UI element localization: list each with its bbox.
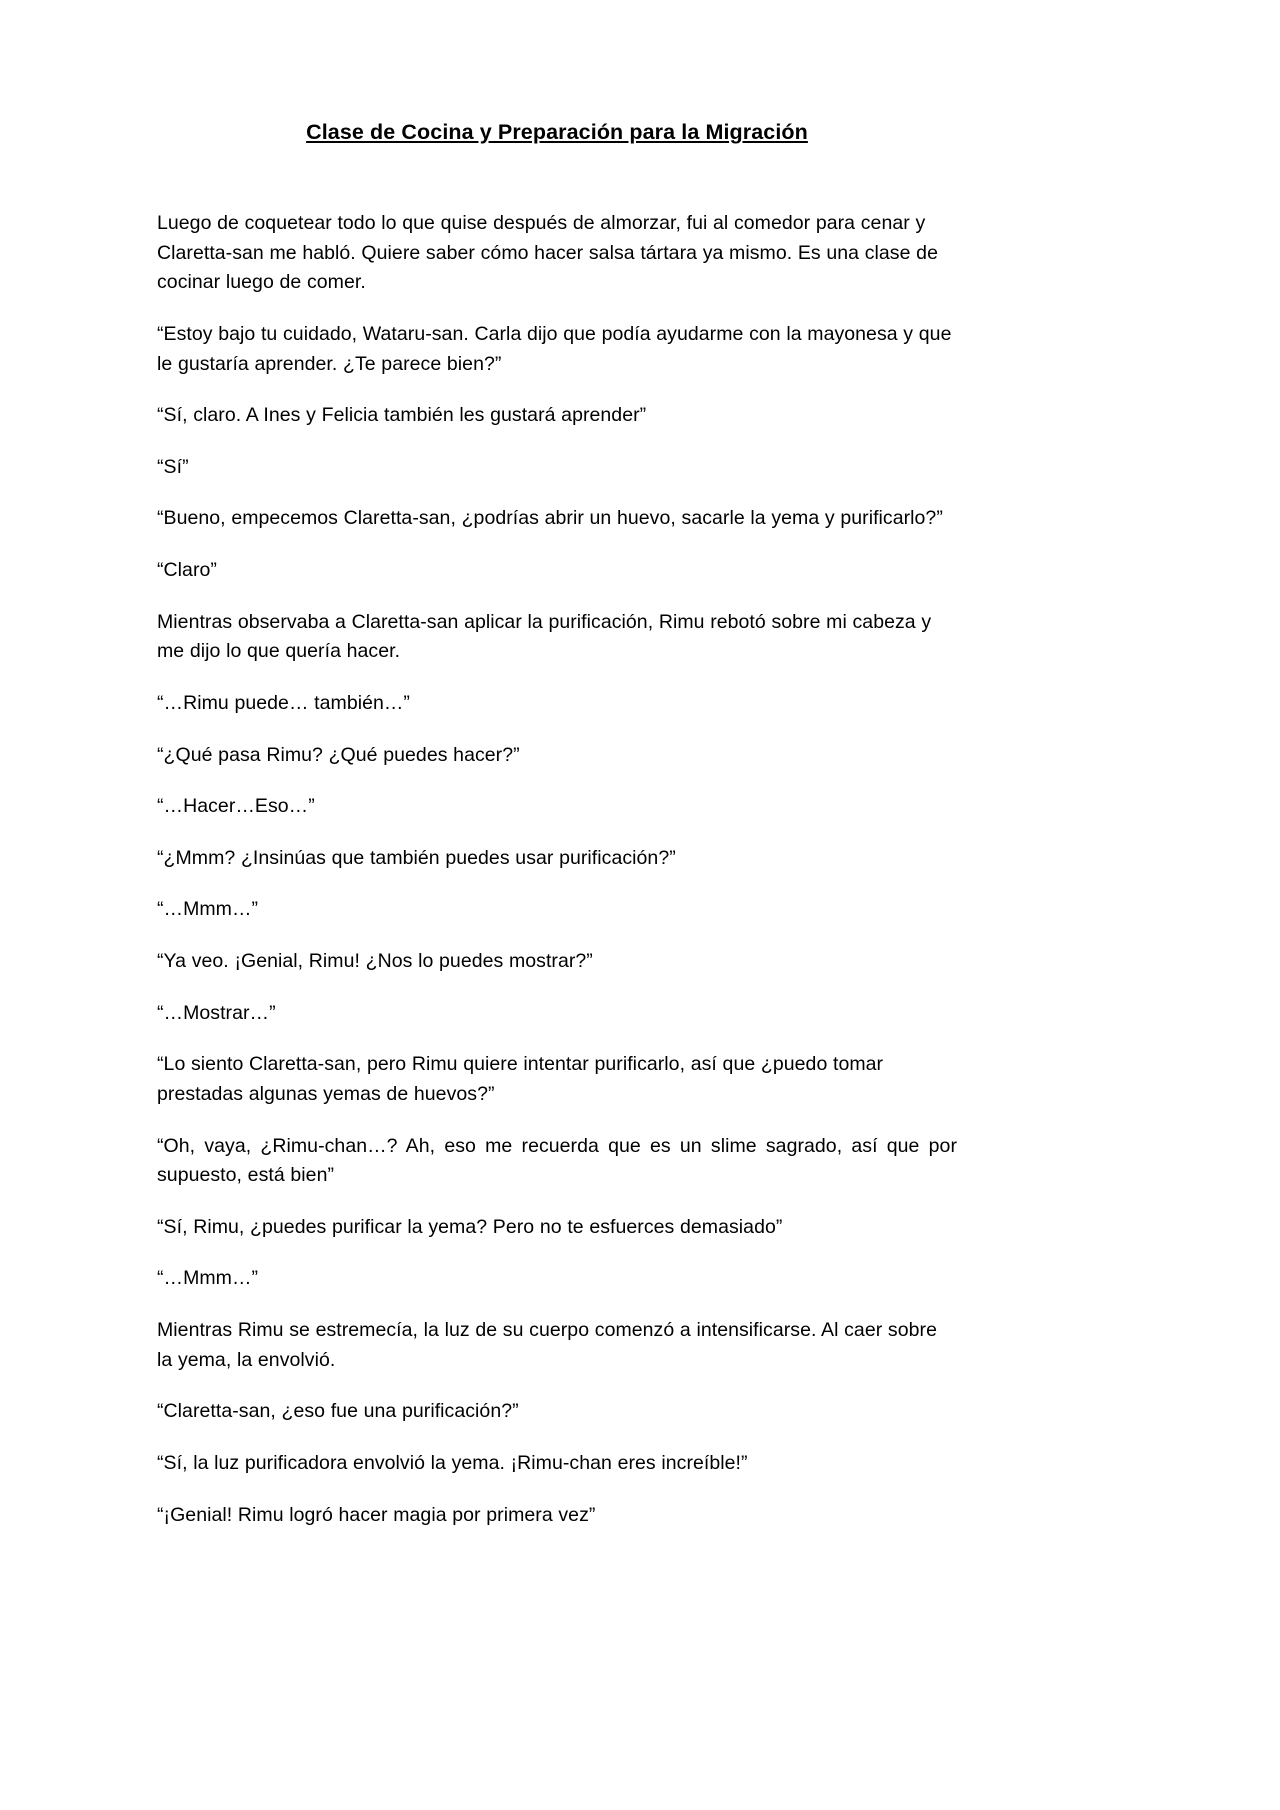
paragraph: “Claro” [157,559,217,582]
paragraph: “¿Qué pasa Rimu? ¿Qué puedes hacer?” [157,743,520,766]
paragraph: “Claretta-san, ¿eso fue una purificación?” [157,1400,519,1423]
paragraph: “…Rimu puede… también…” [157,691,410,714]
paragraph: “Oh, vaya, ¿Rimu-chan…? Ah, eso me recuerda que es un slime sagrado, así que por supuesto, está bien” [157,1134,957,1187]
page-title: Clase de Cocina y Preparación para la Migración [306,120,808,144]
paragraph: “Ya veo. ¡Genial, Rimu! ¿Nos lo puedes mostrar?” [157,950,593,973]
paragraph: “Lo siento Claretta-san, pero Rimu quiere intentar purificarlo, así que ¿puedo tomar prestadas algunas yemas de huevos?” [157,1053,884,1105]
paragraph: “…Mmm…” [157,1267,259,1290]
paragraph: “Sí” [157,455,189,478]
paragraph: “Sí, la luz purificadora envolvió la yema. ¡Rimu-chan eres increíble!” [157,1451,748,1474]
paragraph: Luego de coquetear todo lo que quise después de almorzar, fui al comedor para cenar y Claretta-san me habló. Quiere saber cómo hacer salsa tártara ya mismo. Es una clase de cocinar luego de comer. [157,212,938,294]
paragraph: “¿Mmm? ¿Insinúas que también puedes usar purificación?” [157,846,676,869]
paragraph: “Bueno, empecemos Claretta-san, ¿podrías abrir un huevo, sacarle la yema y purificarlo?” [157,507,943,530]
paragraph: “…Mostrar…” [157,1001,276,1024]
paragraph: “Sí, Rimu, ¿puedes purificar la yema? Pero no te esfuerces demasiado” [157,1215,783,1238]
document-body [157,209,957,1530]
paragraph: Mientras observaba a Claretta-san aplicar la purificación, Rimu rebotó sobre mi cabeza y me dijo lo que quería hacer. [157,610,932,663]
paragraph: “Sí, claro. A Ines y Felicia también les gustará aprender” [157,404,647,427]
paragraph: “…Mmm…” [157,898,259,921]
paragraph: Mientras Rimu se estremecía, la luz de su cuerpo comenzó a intensificarse. Al caer sobre la yema, la envolvió. [157,1319,937,1371]
paragraph: “¡Genial! Rimu logró hacer magia por primera vez” [157,1503,596,1526]
paragraph: “Estoy bajo tu cuidado, Wataru-san. Carla dijo que podía ayudarme con la mayonesa y que le gustaría aprender. ¿Te parece bien?” [157,322,952,375]
document-content [157,118,957,1530]
paragraph: “…Hacer…Eso…” [157,795,315,818]
